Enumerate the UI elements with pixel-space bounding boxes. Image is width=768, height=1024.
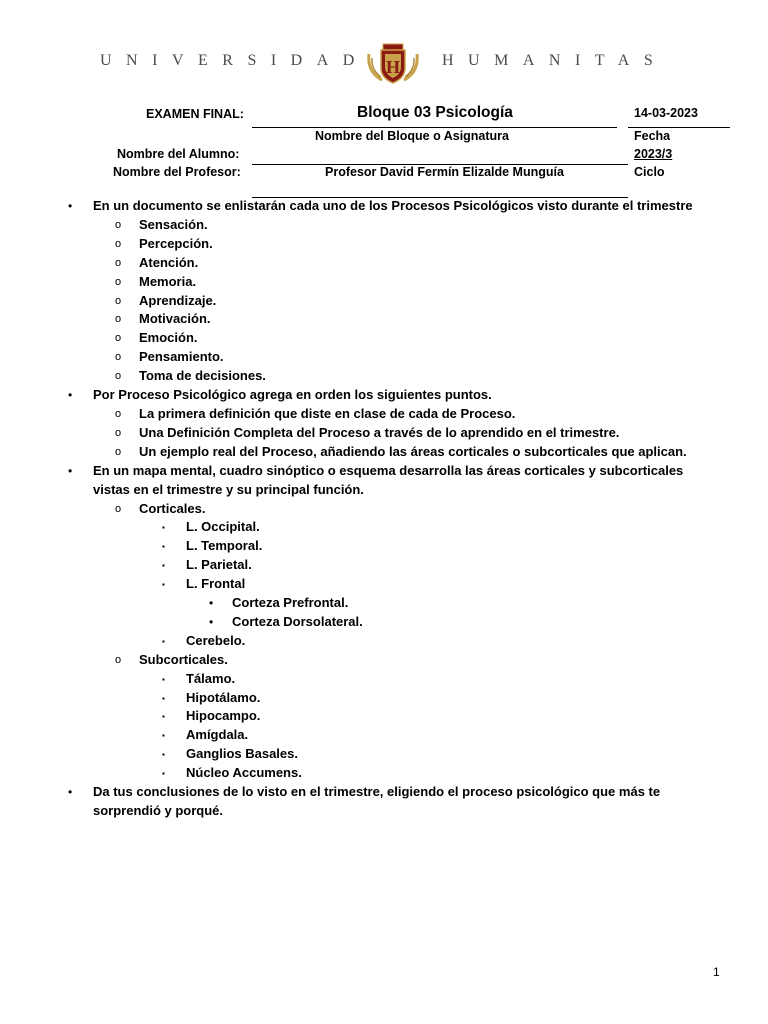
circle-marker: o	[115, 294, 122, 307]
list-item	[0, 707, 768, 726]
square-marker: ▪	[162, 693, 165, 703]
list-item	[0, 216, 768, 235]
square-marker: ▪	[162, 561, 165, 571]
frontal-subarea: Corteza Prefrontal.	[232, 595, 349, 611]
circle-marker: o	[115, 407, 122, 420]
subcortical-area: Núcleo Accumens.	[186, 765, 302, 781]
list-item	[0, 613, 768, 632]
list-item	[0, 443, 768, 462]
square-marker: ▪	[162, 523, 165, 533]
bullet-marker: •	[68, 785, 73, 800]
bullet-marker: •	[68, 463, 73, 478]
list-item	[0, 235, 768, 254]
list-item	[0, 197, 768, 216]
subject-caption: Nombre del Bloque o Asignatura	[315, 129, 510, 143]
list-item	[0, 500, 768, 519]
teacher-name: Profesor David Fermín Elizalde Munguía	[325, 165, 564, 179]
period-caption: Ciclo	[634, 165, 665, 179]
frontal-subarea: Corteza Dorsolateral.	[232, 613, 363, 629]
subject-underline	[252, 127, 617, 128]
circle-marker: o	[115, 218, 122, 231]
subject-title: Bloque 03 Psicología	[357, 104, 513, 121]
page-number: 1	[713, 965, 720, 979]
list-item	[0, 424, 768, 443]
list-item	[0, 537, 768, 556]
list-item	[0, 594, 768, 613]
square-marker: ▪	[162, 769, 165, 779]
circle-marker: o	[115, 426, 122, 439]
square-marker: ▪	[162, 674, 165, 684]
square-marker: ▪	[162, 580, 165, 590]
list-item	[0, 575, 768, 594]
teacher-label: Nombre del Profesor:	[113, 165, 241, 179]
subcorticales-label: Subcorticales.	[139, 651, 228, 667]
university-word-left: UNIVERSIDAD	[100, 52, 369, 69]
student-label: Nombre del Alumno:	[117, 147, 240, 161]
circle-marker: o	[115, 445, 122, 458]
cortical-area: Cerebelo.	[186, 632, 246, 648]
corticales-label: Corticales.	[139, 500, 206, 516]
subcortical-area: Hipotálamo.	[186, 689, 261, 705]
list-item	[0, 726, 768, 745]
cortical-area: L. Temporal.	[186, 538, 263, 554]
list-item	[0, 254, 768, 273]
exam-date: 14-03-2023	[634, 106, 698, 120]
square-marker: ▪	[162, 542, 165, 552]
list-item	[0, 632, 768, 651]
subcortical-area: Amígdala.	[186, 727, 249, 743]
list-item	[0, 670, 768, 689]
list-item	[0, 556, 768, 575]
circle-marker: o	[115, 351, 122, 364]
list-item	[0, 329, 768, 348]
point-item: La primera definición que diste en clase de cada de Proceso.	[139, 405, 516, 421]
period-value: 2023/3	[634, 147, 673, 161]
list-item	[0, 783, 768, 821]
point-item: Un ejemplo real del Proceso, añadiendo las áreas corticales o subcorticales que aplican.	[139, 443, 687, 459]
square-marker: ▪	[162, 636, 165, 646]
cortical-area: L. Occipital.	[186, 519, 260, 535]
subcortical-area: Ganglios Basales.	[186, 746, 298, 762]
exam-label: EXAMEN FINAL:	[146, 107, 244, 121]
circle-marker: o	[115, 313, 122, 326]
list-item	[0, 689, 768, 708]
square-marker: ▪	[162, 712, 165, 722]
list-item	[0, 518, 768, 537]
point-item: Una Definición Completa del Proceso a través de lo aprendido en el trimestre.	[139, 424, 620, 440]
process-item: Aprendizaje.	[139, 292, 217, 308]
letterhead	[0, 40, 768, 90]
exam-header	[0, 100, 768, 210]
circle-marker: o	[115, 370, 122, 383]
university-crest-icon	[366, 42, 420, 86]
circle-marker: o	[115, 502, 122, 515]
date-caption: Fecha	[634, 129, 671, 143]
list-item	[0, 764, 768, 783]
instruction-text: En un mapa mental, cuadro sinóptico o esquema desarrolla las áreas corticales y subcorticales vistas en el trimestre y su principal función.	[93, 462, 684, 497]
instruction-text: En un documento se enlistarán cada uno de los Procesos Psicológicos visto durante el trimestre	[93, 198, 693, 213]
process-item: Atención.	[139, 254, 199, 270]
bullet-marker: •	[209, 596, 214, 611]
list-item	[0, 462, 768, 500]
cortical-area: L. Parietal.	[186, 557, 252, 573]
process-item: Toma de decisiones.	[139, 368, 266, 384]
instruction-text: Por Proceso Psicológico agrega en orden los siguientes puntos.	[93, 387, 492, 403]
subcortical-area: Hipocampo.	[186, 708, 261, 724]
list-item	[0, 292, 768, 311]
list-item	[0, 651, 768, 670]
list-item	[0, 405, 768, 424]
list-item	[0, 348, 768, 367]
svg-text:H: H	[385, 57, 401, 77]
circle-marker: o	[115, 332, 122, 345]
subcortical-area: Tálamo.	[186, 670, 236, 686]
bullet-marker: •	[68, 199, 73, 213]
circle-marker: o	[115, 256, 122, 269]
square-marker: ▪	[162, 750, 165, 760]
bullet-marker: •	[209, 614, 214, 629]
instructions-list	[0, 197, 768, 821]
process-item: Emoción.	[139, 330, 198, 346]
process-item: Memoria.	[139, 273, 197, 289]
process-item: Motivación.	[139, 311, 211, 327]
cortical-area: L. Frontal	[186, 576, 246, 592]
square-marker: ▪	[162, 731, 165, 741]
list-item	[0, 273, 768, 292]
circle-marker: o	[115, 275, 122, 288]
process-item: Sensación.	[139, 216, 208, 232]
circle-marker: o	[115, 653, 122, 666]
list-item	[0, 745, 768, 764]
university-word-right: HUMANITAS	[442, 52, 668, 69]
bullet-marker: •	[68, 388, 73, 403]
process-item: Pensamiento.	[139, 349, 224, 365]
circle-marker: o	[115, 237, 122, 250]
date-underline	[628, 127, 730, 128]
process-item: Percepción.	[139, 235, 213, 251]
list-item	[0, 367, 768, 386]
list-item	[0, 310, 768, 329]
instruction-text: Da tus conclusiones de lo visto en el trimestre, eligiendo el proceso psicológico que más te sorprendió y porqué.	[93, 784, 661, 818]
list-item	[0, 386, 768, 405]
